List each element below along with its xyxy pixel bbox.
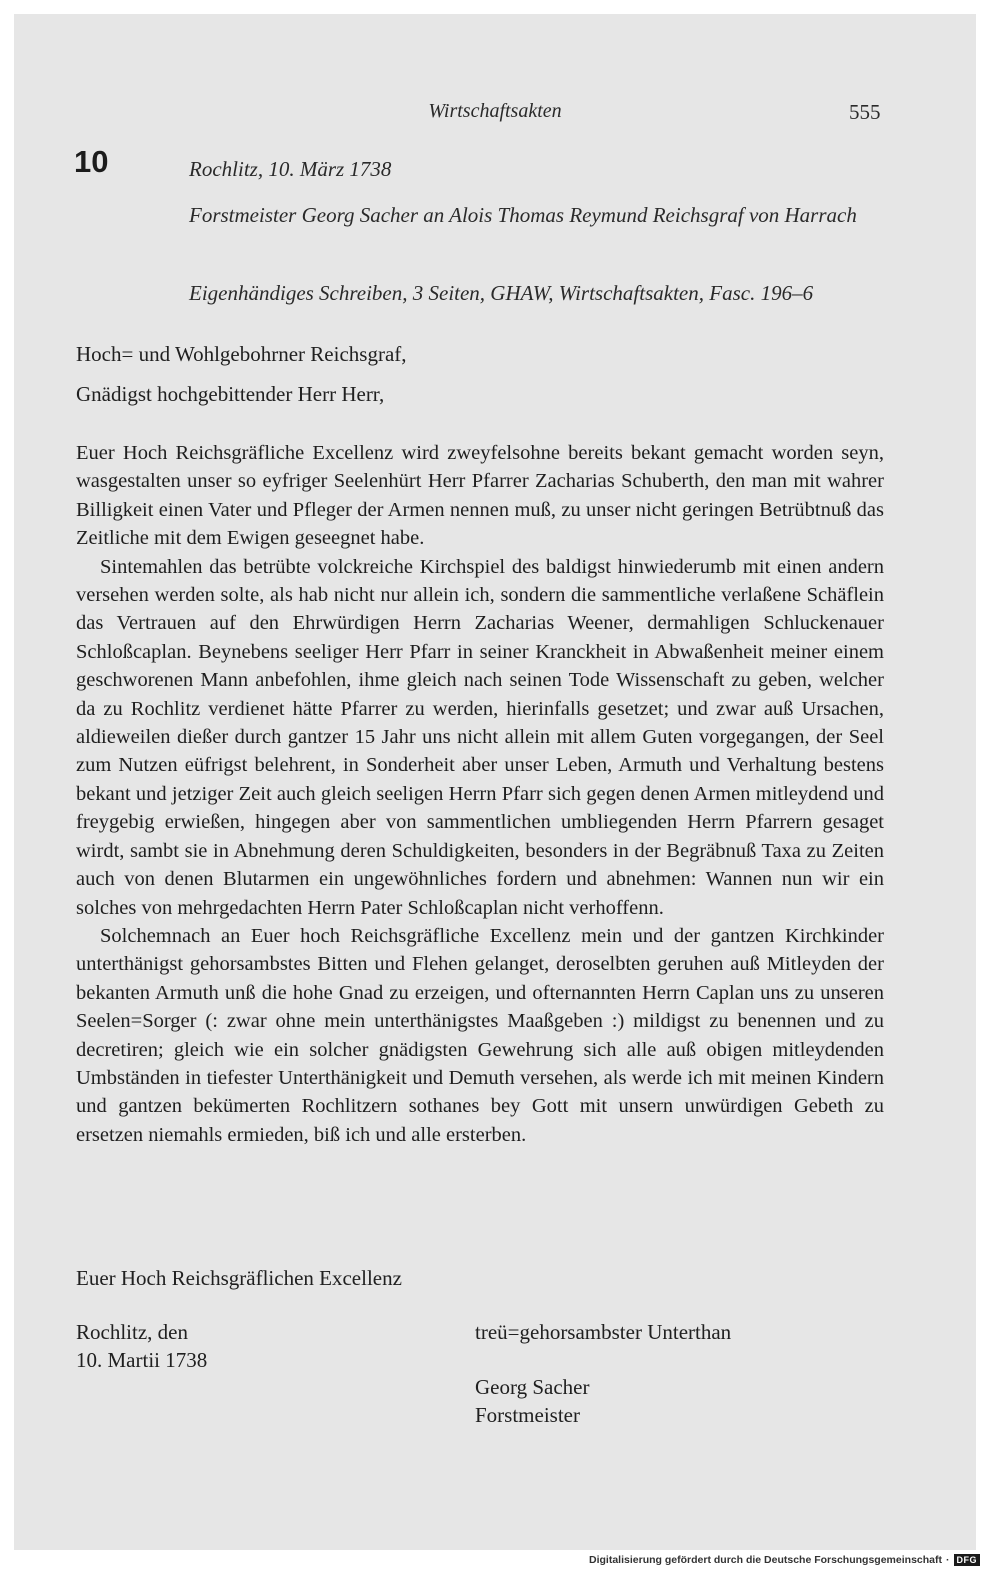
- letter-closing: Euer Hoch Reichsgräflichen Excellenz: [76, 1266, 402, 1290]
- signature-name: Georg Sacher: [475, 1375, 590, 1399]
- letter-paragraph: Solchemnach an Euer hoch Reichsgräfliche Excellenz mein und der gantzen Kirchkinder unterthänigst gehorsambstes Bitten und Flehen gelanget, deroselbten geruhen auß Mitleyden der bekanten Armuth unß die hohe Gnad zu erzeigen, und ofternannten Herrn Caplan uns zu unseren Seelen=Sorger (: zwar ohne mein unterthänigstes Maaßgeben :) mildigst zu benennen und zu decretiren; gleich wie ein solcher gnädigsten Gewehrung sich alle auß obigen mitleydenden Umbständen in tiefester Unterthänigkeit und Demuth versehen, als werde ich mit meinen Kindern und gantzen bekümerten Rochlitzern sothanes bey Gott mit unsern unwürdigen Gebeth zu ersetzen niemahls ermieden, biß ich und alle ersterben.: [76, 924, 884, 1146]
- signature-formula: treü=gehorsambster Unterthan: [475, 1320, 732, 1344]
- signature-place: Rochlitz, den: [76, 1320, 188, 1344]
- salutation-line-1: Hoch= und Wohlgebohrner Reichsgraf,: [76, 342, 407, 366]
- page-number: 555: [849, 100, 881, 124]
- document-place-date: Rochlitz, 10. März 1738: [189, 157, 392, 181]
- scanned-page: [14, 14, 976, 1550]
- dfg-logo-icon: DFG: [954, 1554, 981, 1566]
- document-parties: Forstmeister Georg Sacher an Alois Thomas Reymund Reichsgraf von Harrach: [189, 203, 857, 227]
- letter-body: [76, 439, 884, 1149]
- document-number: 10: [74, 144, 109, 179]
- letter-paragraph: Euer Hoch Reichsgräfliche Excellenz wird zweyfelsohne bereits bekant gemacht worden seyn, wasgestalten unser so eyfriger Seelenhürt Herr Pfarrer Zacharias Schuberth, den man mit wahrer Billigkeit einen Vater und Pfleger der Armen nennen muß, zu unser nicht geringen Betrübtnuß das Zeitliche mit dem Ewigen geseegnet habe.: [76, 442, 884, 550]
- running-head: Wirtschaftsakten: [428, 100, 562, 122]
- signature-title: Forstmeister: [475, 1403, 580, 1427]
- document-source: Eigenhändiges Schreiben, 3 Seiten, GHAW, Wirtschaftsakten, Fasc. 196–6: [189, 281, 814, 305]
- signature-date: 10. Martii 1738: [76, 1348, 208, 1372]
- footer-credit-text: Digitalisierung gefördert durch die Deutsche Forschungsgemeinschaft: [589, 1554, 942, 1566]
- digitization-footer: Digitalisierung gefördert durch die Deutsche Forschungsgemeinschaft · DFG: [589, 1554, 980, 1566]
- letter-paragraph: Sintemahlen das betrübte volckreiche Kirchspiel des baldigst hinwiederumb mit einen andern versehen werden solte, als hab nicht nur allein ich, sondern die sammentliche verlaßene Schäflein das Vertrauen auf den Ehrwürdigen Herrn Zacharias Weener, dermahligen Schluckenauer Schloßcaplan. Beynebens seeliger Herr Pfarr in seiner Kranckheit in Abwaßenheit meiner einem geschworenen Mann anbefohlen, ihme gleich nach seinen Tode Wissenschaft zu geben, welcher da zu Rochlitz verdienet hätte Pfarrer zu werden, hierinfalls gesetzet; und zwar auß Ursachen, aldieweilen dießer durch gantzer 15 Jahr uns nicht allein mit allem Guten vorgegangen, der Seel zum Nutzen eüfrigst belehrent, in Sonderheit aber unser Leben, Armuth und Verhaltung bestens bekant und jetziger Zeit auch gleich seeligen Herrn Pfarr sich gegen denen Armen mitleydend und freygebig erwießen, hingegen aber von sammentlichen umbliegenden Herrn Pfarrern gesaget wirdt, sambt sie in Abnehmung deren Schuldigkeiten, besonders in der Begräbnuß Taxa zu Zeiten auch von denen Blutarmen ein ungewöhnliches fordern und abnehmen: Wannen nun wir ein solches von mehrgedachten Herrn Pater Schloßcaplan nicht verhoffenn.: [76, 555, 884, 919]
- salutation-line-2: Gnädigst hochgebittender Herr Herr,: [76, 382, 385, 406]
